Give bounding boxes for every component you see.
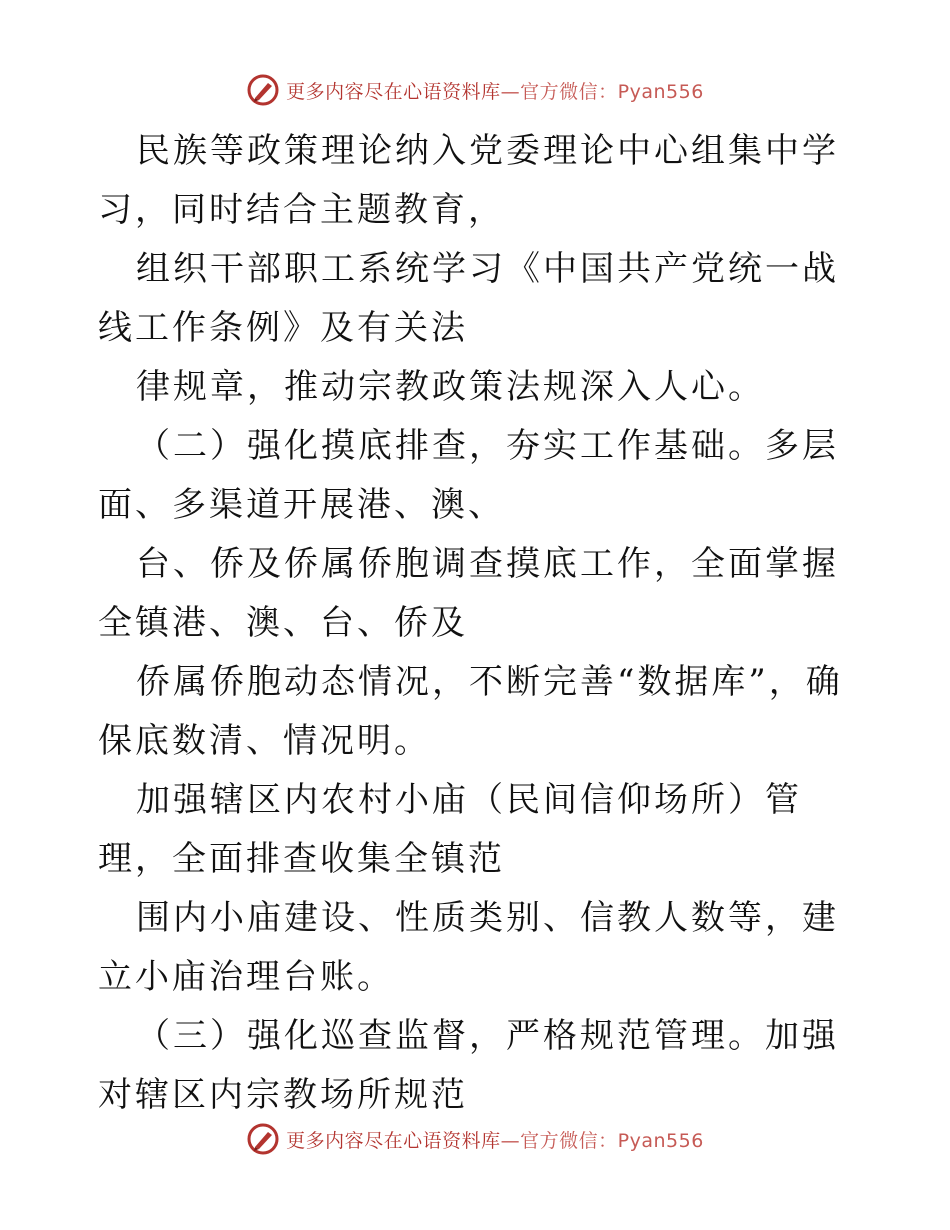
watermark-footer	[0, 1121, 950, 1157]
watermark-main: 更多内容尽在心语资料库	[286, 1129, 501, 1152]
paragraph: 台、侨及侨属侨胞调查摸底工作，全面掌握全镇港、澳、台、侨及	[98, 544, 839, 643]
pen-logo-icon	[246, 73, 280, 107]
paragraph: 围内小庙建设、性质类别、信教人数等，建立小庙治理台账。	[98, 898, 839, 997]
document-body	[98, 122, 858, 1125]
watermark-text	[286, 77, 704, 104]
paragraph: （二）强化摸底排查，夯实工作基础。多层面、多渠道开展港、澳、	[98, 426, 839, 525]
paragraph: 组织干部职工系统学习《中国共产党统一战线工作条例》及有关法	[98, 249, 839, 348]
watermark-header	[0, 72, 950, 108]
paragraph: 侨属侨胞动态情况，不断完善“数据库”，确保底数清、情况明。	[98, 662, 843, 761]
watermark-text	[286, 1126, 704, 1153]
paragraph: 民族等政策理论纳入党委理论中心组集中学习，同时结合主题教育，	[98, 131, 839, 230]
paragraph: 加强辖区内农村小庙（民间信仰场所）管理，全面排查收集全镇范	[98, 780, 802, 879]
watermark-main: 更多内容尽在心语资料库	[286, 80, 501, 103]
watermark-sub: —官方微信：Pyan556	[500, 80, 704, 103]
paragraph: （三）强化巡查监督，严格规范管理。加强对辖区内宗教场所规范	[98, 1016, 839, 1115]
paragraph: 律规章，推动宗教政策法规深入人心。	[136, 367, 765, 407]
pen-logo-icon	[246, 1122, 280, 1156]
watermark-sub: —官方微信：Pyan556	[500, 1129, 704, 1152]
